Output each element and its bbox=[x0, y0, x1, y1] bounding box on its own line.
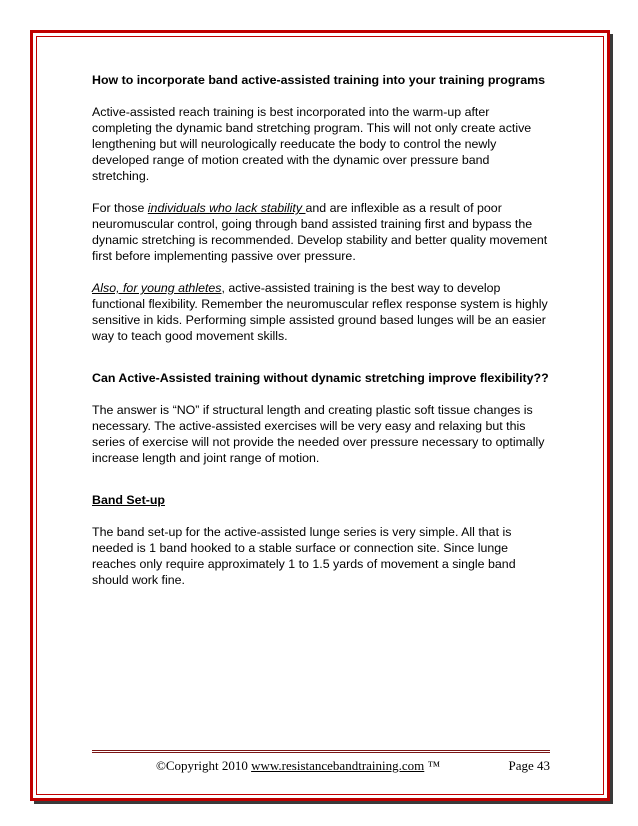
section-heading-incorporate: How to incorporate band active-assisted training into your training programs bbox=[92, 73, 546, 87]
footer-trademark: ™ bbox=[424, 758, 441, 773]
section-heading-band-setup: Band Set-up bbox=[92, 493, 165, 507]
page-border-shadow-bottom bbox=[34, 801, 613, 804]
paragraph-band-setup: The band set-up for the active-assisted lunge series is very simple. All that is needed is 1 band hooked to a stable surface or connection site. Since lunge reaches only require approximately 1 to 1.5 yards of movement a single band should work fine. bbox=[92, 525, 516, 587]
paragraph-young-athletes bbox=[92, 280, 550, 344]
paragraph-stability-pre: For those bbox=[92, 201, 148, 215]
stability-link[interactable]: individuals who lack stability bbox=[147, 201, 306, 215]
footer-website-link[interactable]: www.resistancebandtraining.com bbox=[251, 758, 425, 773]
paragraph-warm-up: Active-assisted reach training is best incorporated into the warm-up after completing the dynamic band stretching program. This will not only create active lengthening but will neurologically reeducate the body to control the newly developed range of motion created with the dynamic over pressure band stretching. bbox=[92, 105, 532, 183]
footer-copyright bbox=[156, 758, 440, 774]
page-border-shadow-right bbox=[610, 34, 613, 804]
footer-rule bbox=[92, 750, 550, 753]
paragraph-answer: The answer is “NO” if structural length and creating plastic soft tissue changes is necessary. The active-assisted exercises will be very easy and relaxing but this series of exercise will not provide the needed over pressure necessary to optimally increase length and joint range of motion. bbox=[92, 403, 545, 465]
page-content bbox=[92, 72, 550, 588]
page-number: Page 43 bbox=[508, 758, 550, 773]
paragraph-stability bbox=[92, 200, 550, 264]
footer-copyright-prefix: ©Copyright 2010 bbox=[156, 758, 252, 773]
section-heading-dynamic-stretching: Can Active-Assisted training without dynamic stretching improve flexibility?? bbox=[92, 371, 549, 385]
paragraph-young-athletes-post: , active-assisted training is the best way to develop functional flexibility. Remember the neuromuscular reflex response system is highly sensitive in kids. Performing simple assisted ground based lunges will be an easier way to teach good movement skills. bbox=[92, 281, 548, 343]
paragraph-stability-post: and are inflexible as a result of poor neuromuscular control, going through band assisted training first and bypass the dynamic stretching is recommended. Develop stability and better quality movement first before implementing passive over pressure. bbox=[92, 201, 548, 263]
young-athletes-link[interactable]: Also, for young athletes bbox=[92, 281, 222, 295]
